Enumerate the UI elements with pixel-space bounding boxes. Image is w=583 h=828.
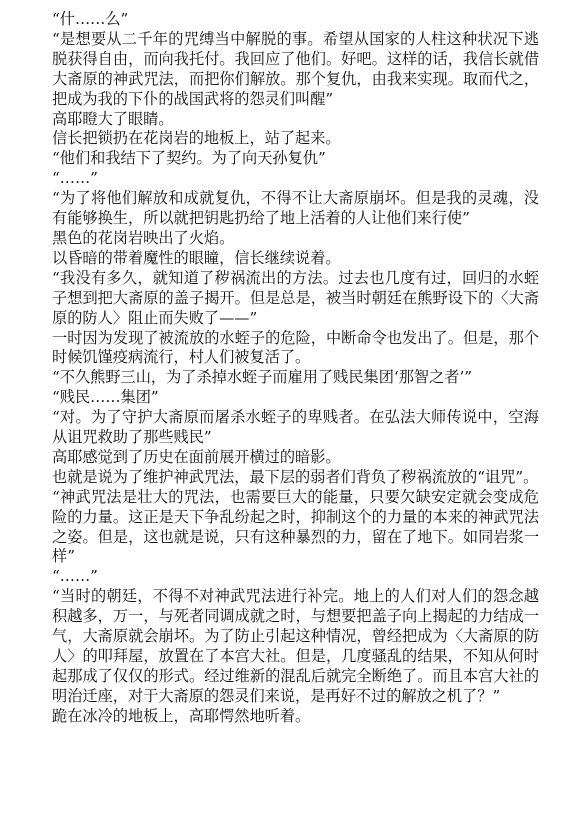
paragraph: 跪在冰冷的地板上，高耶愕然地听着。 xyxy=(52,706,311,725)
paragraph: “……” xyxy=(52,567,98,586)
paragraph: “贱民……集团” xyxy=(52,388,159,407)
paragraph: 以昏暗的带着魔性的眼瞳，信长继续说着。 xyxy=(52,248,341,267)
paragraph: 黑色的花岗岩映出了火焰。 xyxy=(52,228,235,247)
paragraph: “对。为了守护大斋原而屠杀水蛭子的卑贱者。在弘法大师传说中，空海从诅咒救助了那些贱民” xyxy=(52,408,539,447)
paragraph: 高耶瞪大了眼睛。 xyxy=(52,109,174,128)
paragraph: “什……么” xyxy=(52,10,129,28)
paragraph: “是想要从二千年的咒缚当中解脱的事。希望从国家的人柱这种状况下逃脱获得自由，而向我托付。我回应了他们。好吧。这样的话，我信长就借大斋原的神武咒法，而把你们解放。那个复仇，由我来实现。取而代之，把成为我的下仆的战国武将的怨灵们叫醒” xyxy=(52,29,539,108)
paragraph: “不久熊野三山，为了杀掉水蛭子而雇用了贱民集团‘那智之者’” xyxy=(52,368,473,387)
paragraph: “为了将他们解放和成就复仇，不得不让大斋原崩坏。但是我的灵魂，没有能够换生，所以就把钥匙扔给了地上活着的人让他们来行使” xyxy=(52,189,539,228)
paragraph: “……” xyxy=(52,169,98,188)
paragraph: 高耶感觉到了历史在面前展开横过的暗影。 xyxy=(52,447,341,466)
paragraph: “我没有多久，就知道了秽祸流出的方法。过去也几度有过，回归的水蛭子想到把大斋原的盖子揭开。但是总是，被当时朝廷在熊野设下的〈大斋原的防人〉阻止而失败了——” xyxy=(52,268,539,327)
paragraph: “他们和我结下了契约。为了向天孙复仇” xyxy=(52,149,326,168)
paragraph: 也就是说为了维护神武咒法，最下层的弱者们背负了秽祸流放的“诅咒”。 xyxy=(52,467,539,486)
paragraph: 一时因为发现了被流放的水蛭子的危险，中断命令也发出了。但是，那个时候饥馑疫病流行，村人们被复活了。 xyxy=(52,328,539,367)
paragraph: 信长把锁扔在花岗岩的地板上，站了起来。 xyxy=(52,129,341,148)
paragraph: “神武咒法是壮大的咒法，也需要巨大的能量，只要欠缺安定就会变成危险的力量。这正是天下争乱纷起之时，抑制这个的力量的本来的神武咒法之姿。但是，这也就是说，只有这种暴烈的力，留在了地下。如同岩浆一样” xyxy=(52,487,539,566)
paragraph: “当时的朝廷，不得不对神武咒法进行补完。地上的人们对人们的怨念越积越多，万一，与死者同调成就之时，与想要把盖子向上揭起的力结成一气，大斋原就会崩坏。为了防止引起这种情况，曾经把成为〈大斋原的防人〉的叩拜屋，放置在了本宫大社。但是，几度骚乱的结果，不知从何时起那成了仅仅的形式。经过维新的混乱后就完全断绝了。而且本宫大社的明治迁座，对于大斋原的怨灵们来说，是再好不过的解放之机了？” xyxy=(52,587,539,705)
